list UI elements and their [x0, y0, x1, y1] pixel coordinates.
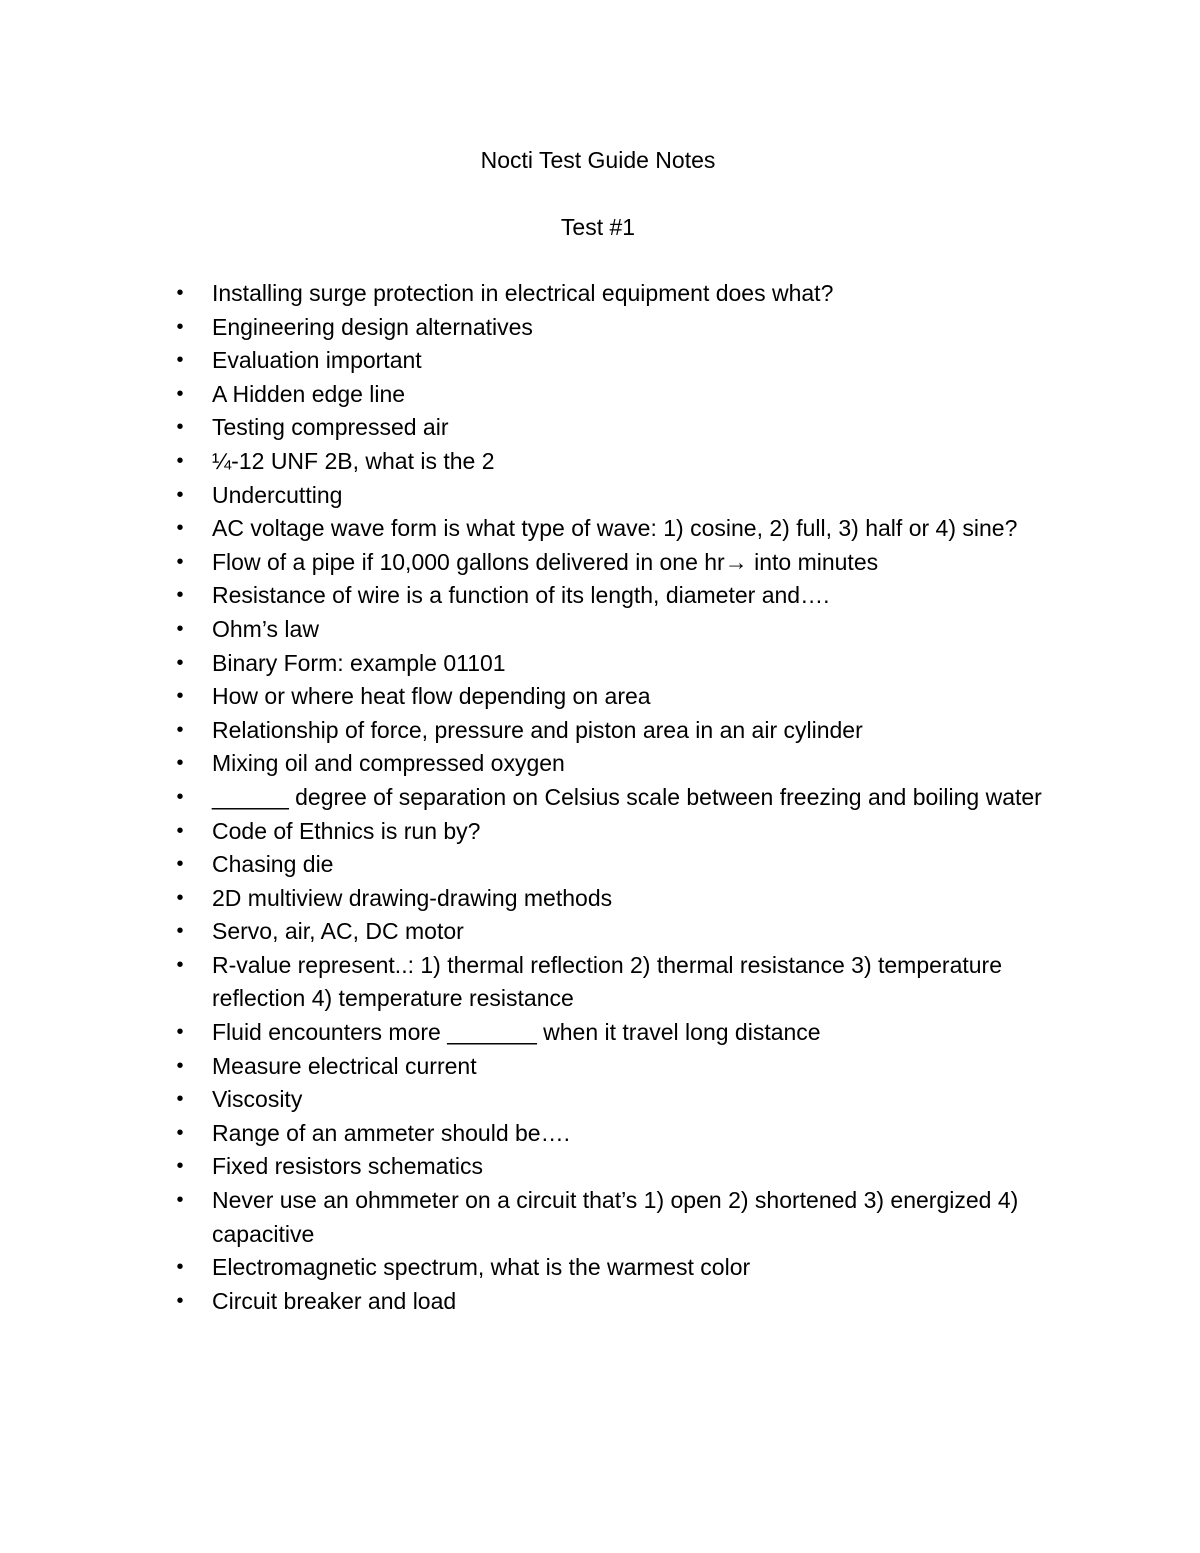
list-item	[0, 1117, 1200, 1151]
list-item	[0, 1285, 1200, 1319]
list-item	[0, 1083, 1200, 1117]
bullet-list	[0, 277, 1200, 1318]
list-item-text: Resistance of wire is a function of its length, diameter and….	[212, 582, 830, 609]
list-item	[0, 613, 1200, 647]
bullet-icon: •	[176, 1256, 184, 1279]
bullet-icon: •	[176, 517, 184, 540]
bullet-icon: •	[176, 1189, 184, 1212]
list-item-text: Measure electrical current	[212, 1052, 477, 1079]
list-item	[0, 512, 1200, 546]
list-item	[0, 579, 1200, 613]
list-item	[0, 411, 1200, 445]
list-item-text: Fixed resistors schematics	[212, 1153, 483, 1180]
list-item-text: Ohm’s law	[212, 615, 319, 642]
list-item	[0, 747, 1200, 781]
list-item-text: Relationship of force, pressure and piston area in an air cylinder	[212, 716, 863, 743]
list-item	[0, 1016, 1200, 1050]
document-title: Nocti Test Guide Notes	[480, 147, 716, 173]
bullet-icon: •	[176, 785, 184, 808]
bullet-icon: •	[176, 752, 184, 775]
list-item	[0, 949, 1200, 1016]
bullet-icon: •	[176, 584, 184, 607]
list-item	[0, 546, 1200, 580]
list-item-text: Evaluation important	[212, 347, 422, 374]
bullet-icon: •	[176, 315, 184, 338]
bullet-icon: •	[176, 382, 184, 405]
list-item-text: Electromagnetic spectrum, what is the warmest color	[212, 1254, 751, 1281]
bullet-icon: •	[176, 1121, 184, 1144]
list-item	[0, 1150, 1200, 1184]
list-item	[0, 915, 1200, 949]
list-item-text: Code of Ethnics is run by?	[212, 817, 481, 844]
list-item	[0, 479, 1200, 513]
list-item-text: 2D multiview drawing-drawing methods	[212, 884, 613, 911]
bullet-icon: •	[176, 953, 184, 976]
bullet-icon: •	[176, 617, 184, 640]
list-item	[0, 815, 1200, 849]
list-item	[0, 277, 1200, 311]
list-item	[0, 1050, 1200, 1084]
bullet-icon: •	[176, 449, 184, 472]
bullet-icon: •	[176, 1054, 184, 1077]
list-item	[0, 882, 1200, 916]
list-item	[0, 848, 1200, 882]
list-item-text: Viscosity	[212, 1086, 303, 1113]
bullet-icon: •	[176, 886, 184, 909]
bullet-icon: •	[176, 853, 184, 876]
list-item	[0, 647, 1200, 681]
bullet-icon: •	[176, 483, 184, 506]
bullet-icon: •	[176, 1021, 184, 1044]
list-item-text: Installing surge protection in electrical equipment does what?	[212, 280, 834, 306]
list-item-text: How or where heat flow depending on area	[212, 683, 651, 710]
list-item-text: Fluid encounters more _______ when it travel long distance	[212, 1019, 821, 1046]
list-item	[0, 378, 1200, 412]
list-item-text: ¼-12 UNF 2B, what is the 2	[212, 447, 495, 474]
bullet-icon: •	[176, 651, 184, 674]
list-item-text: Engineering design alternatives	[212, 313, 533, 340]
list-item-text: Testing compressed air	[212, 414, 449, 441]
list-item-text: Undercutting	[212, 481, 343, 508]
list-item-text: R-value represent..: 1) thermal reflection 2) thermal resistance 3) temperature reflection 4) temperature resistance	[212, 951, 1002, 1012]
bullet-icon: •	[176, 920, 184, 943]
list-item-text: Binary Form: example 01101	[212, 649, 506, 676]
bullet-icon: •	[176, 282, 184, 304]
list-item-text: ______ degree of separation on Celsius scale between freezing and boiling water	[212, 783, 1042, 810]
list-item-text: Servo, air, AC, DC motor	[212, 918, 464, 945]
list-item-text: Mixing oil and compressed oxygen	[212, 750, 565, 777]
bullet-icon: •	[176, 1289, 184, 1312]
list-item	[0, 1251, 1200, 1285]
list-item-text: AC voltage wave form is what type of wave: 1) cosine, 2) full, 3) half or 4) sine?	[212, 515, 1018, 542]
list-item	[0, 1184, 1200, 1251]
bullet-icon: •	[176, 416, 184, 439]
bullet-icon: •	[176, 550, 184, 573]
bullet-icon: •	[176, 685, 184, 708]
list-item-text: Chasing die	[212, 851, 334, 878]
bullet-icon: •	[176, 1088, 184, 1111]
list-item-text: A Hidden edge line	[212, 380, 406, 407]
list-item	[0, 445, 1200, 479]
list-item	[0, 714, 1200, 748]
list-item-text: Circuit breaker and load	[212, 1287, 457, 1314]
list-item	[0, 311, 1200, 345]
list-item-text: Range of an ammeter should be….	[212, 1119, 570, 1146]
bullet-icon: •	[176, 819, 184, 842]
document-subtitle: Test #1	[560, 214, 636, 240]
list-item-text: Never use an ohmmeter on a circuit that’s 1) open 2) shortened 3) energized 4) capacitive	[212, 1187, 1019, 1247]
bullet-icon: •	[176, 349, 184, 372]
list-item	[0, 680, 1200, 714]
list-item	[0, 344, 1200, 378]
list-item-text: Flow of a pipe if 10,000 gallons delivered in one hr→ into minutes	[212, 548, 879, 575]
bullet-icon: •	[176, 1155, 184, 1178]
bullet-icon: •	[176, 718, 184, 741]
list-item	[0, 781, 1200, 815]
